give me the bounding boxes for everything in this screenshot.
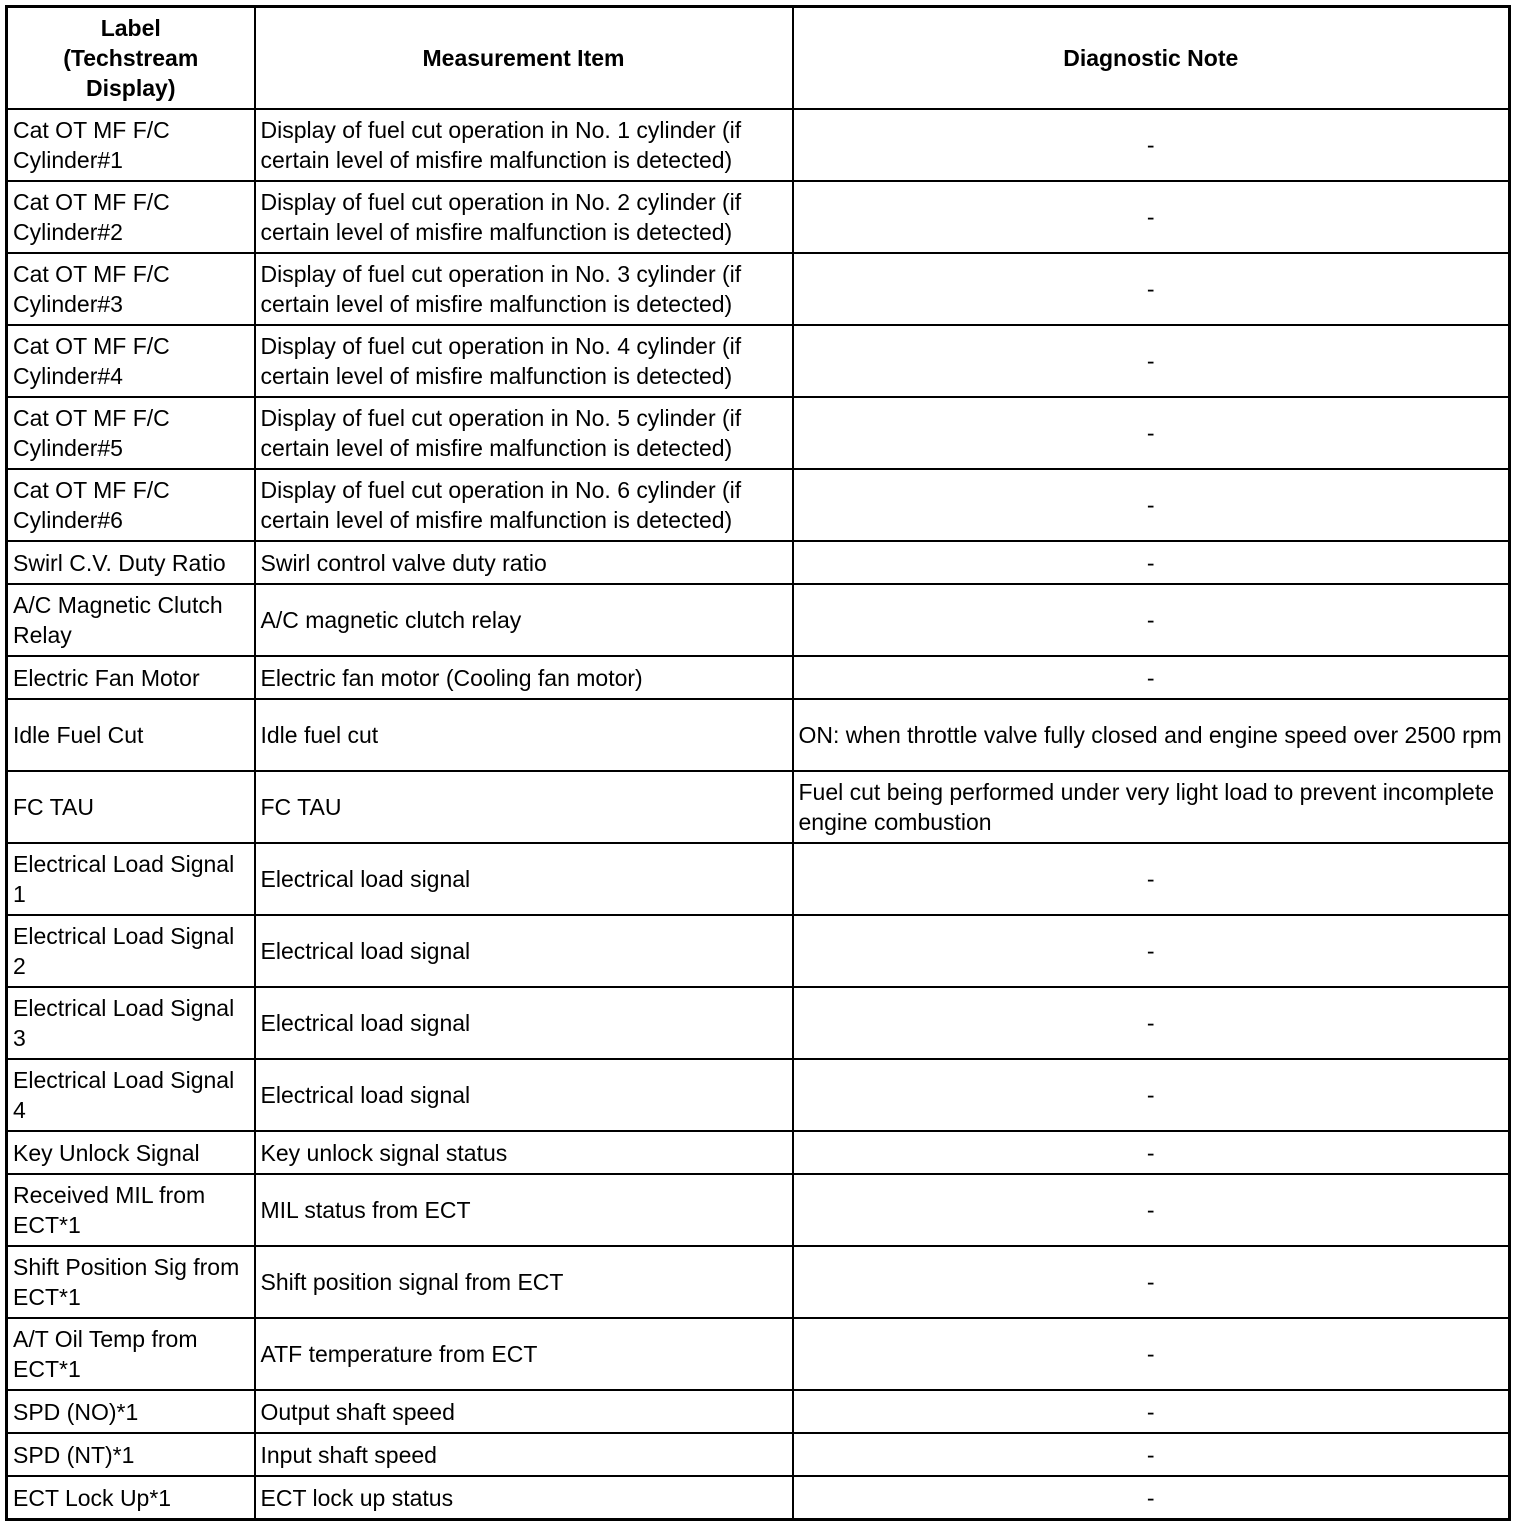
cell-note: - bbox=[793, 109, 1510, 181]
table-row bbox=[7, 1059, 1510, 1131]
cell-item: Electrical load signal bbox=[255, 987, 793, 1059]
header-measurement-item: Measurement Item bbox=[255, 7, 793, 110]
cell-note: - bbox=[793, 915, 1510, 987]
cell-note: - bbox=[793, 987, 1510, 1059]
cell-label: Cat OT MF F/C Cylinder#1 bbox=[7, 109, 255, 181]
cell-label: Electric Fan Motor bbox=[7, 656, 255, 699]
cell-note: - bbox=[793, 541, 1510, 584]
cell-note: - bbox=[793, 1059, 1510, 1131]
cell-label: Electrical Load Signal 1 bbox=[7, 843, 255, 915]
cell-item: Electrical load signal bbox=[255, 843, 793, 915]
cell-note: - bbox=[793, 656, 1510, 699]
table-row bbox=[7, 584, 1510, 656]
table-row bbox=[7, 1131, 1510, 1174]
cell-item: Display of fuel cut operation in No. 3 cylinder (if certain level of misfire malfunction is detected) bbox=[255, 253, 793, 325]
cell-label: Swirl C.V. Duty Ratio bbox=[7, 541, 255, 584]
table-row bbox=[7, 109, 1510, 181]
table-row bbox=[7, 699, 1510, 771]
cell-item: Key unlock signal status bbox=[255, 1131, 793, 1174]
header-label-line: Label bbox=[100, 15, 161, 41]
cell-note: Fuel cut being performed under very light load to prevent incomplete engine combustion bbox=[793, 771, 1510, 843]
table-row bbox=[7, 1390, 1510, 1433]
cell-item: Electrical load signal bbox=[255, 915, 793, 987]
cell-note: - bbox=[793, 469, 1510, 541]
table-row bbox=[7, 1476, 1510, 1520]
cell-label: FC TAU bbox=[7, 771, 255, 843]
cell-item: MIL status from ECT bbox=[255, 1174, 793, 1246]
table-row bbox=[7, 1246, 1510, 1318]
table-row bbox=[7, 325, 1510, 397]
cell-item: Electrical load signal bbox=[255, 1059, 793, 1131]
table-row bbox=[7, 181, 1510, 253]
cell-label: Cat OT MF F/C Cylinder#5 bbox=[7, 397, 255, 469]
table-row bbox=[7, 397, 1510, 469]
cell-label: ECT Lock Up*1 bbox=[7, 1476, 255, 1520]
table-row bbox=[7, 1433, 1510, 1476]
header-label-line: Display) bbox=[86, 75, 176, 101]
cell-note: - bbox=[793, 1318, 1510, 1390]
cell-item: Electric fan motor (Cooling fan motor) bbox=[255, 656, 793, 699]
cell-label: Key Unlock Signal bbox=[7, 1131, 255, 1174]
cell-item: Display of fuel cut operation in No. 6 cylinder (if certain level of misfire malfunction is detected) bbox=[255, 469, 793, 541]
cell-item: Display of fuel cut operation in No. 4 cylinder (if certain level of misfire malfunction is detected) bbox=[255, 325, 793, 397]
cell-note: - bbox=[793, 584, 1510, 656]
table-row bbox=[7, 915, 1510, 987]
cell-item: Output shaft speed bbox=[255, 1390, 793, 1433]
cell-note: - bbox=[793, 253, 1510, 325]
cell-item: Display of fuel cut operation in No. 5 cylinder (if certain level of misfire malfunction is detected) bbox=[255, 397, 793, 469]
cell-item: Idle fuel cut bbox=[255, 699, 793, 771]
cell-label: Cat OT MF F/C Cylinder#6 bbox=[7, 469, 255, 541]
cell-label: Cat OT MF F/C Cylinder#2 bbox=[7, 181, 255, 253]
cell-item: A/C magnetic clutch relay bbox=[255, 584, 793, 656]
cell-label: Idle Fuel Cut bbox=[7, 699, 255, 771]
cell-note: ON: when throttle valve fully closed and engine speed over 2500 rpm bbox=[793, 699, 1510, 771]
table-row bbox=[7, 656, 1510, 699]
table-row bbox=[7, 771, 1510, 843]
cell-note: - bbox=[793, 1433, 1510, 1476]
cell-note: - bbox=[793, 1174, 1510, 1246]
table-row bbox=[7, 469, 1510, 541]
cell-label: Cat OT MF F/C Cylinder#4 bbox=[7, 325, 255, 397]
data-list-table bbox=[5, 5, 1511, 1521]
cell-label: A/C Magnetic Clutch Relay bbox=[7, 584, 255, 656]
cell-label: Shift Position Sig from ECT*1 bbox=[7, 1246, 255, 1318]
cell-item: ATF temperature from ECT bbox=[255, 1318, 793, 1390]
cell-label: Electrical Load Signal 3 bbox=[7, 987, 255, 1059]
cell-label: Cat OT MF F/C Cylinder#3 bbox=[7, 253, 255, 325]
cell-item: FC TAU bbox=[255, 771, 793, 843]
cell-note: - bbox=[793, 1131, 1510, 1174]
table-row bbox=[7, 1318, 1510, 1390]
cell-item: Shift position signal from ECT bbox=[255, 1246, 793, 1318]
table-row bbox=[7, 253, 1510, 325]
cell-note: - bbox=[793, 397, 1510, 469]
cell-note: - bbox=[793, 843, 1510, 915]
cell-label: A/T Oil Temp from ECT*1 bbox=[7, 1318, 255, 1390]
cell-note: - bbox=[793, 325, 1510, 397]
header-row bbox=[7, 7, 1510, 110]
table-row bbox=[7, 987, 1510, 1059]
header-diagnostic-note: Diagnostic Note bbox=[793, 7, 1510, 110]
table-row bbox=[7, 541, 1510, 584]
table-row bbox=[7, 1174, 1510, 1246]
cell-label: SPD (NO)*1 bbox=[7, 1390, 255, 1433]
cell-note: - bbox=[793, 181, 1510, 253]
cell-label: Received MIL from ECT*1 bbox=[7, 1174, 255, 1246]
cell-label: Electrical Load Signal 2 bbox=[7, 915, 255, 987]
cell-item: Display of fuel cut operation in No. 2 cylinder (if certain level of misfire malfunction is detected) bbox=[255, 181, 793, 253]
cell-item: Display of fuel cut operation in No. 1 cylinder (if certain level of misfire malfunction is detected) bbox=[255, 109, 793, 181]
cell-label: Electrical Load Signal 4 bbox=[7, 1059, 255, 1131]
cell-note: - bbox=[793, 1390, 1510, 1433]
header-label bbox=[7, 7, 255, 110]
header-label-line: (Techstream bbox=[63, 45, 199, 71]
cell-note: - bbox=[793, 1476, 1510, 1520]
cell-item: Swirl control valve duty ratio bbox=[255, 541, 793, 584]
cell-note: - bbox=[793, 1246, 1510, 1318]
cell-item: Input shaft speed bbox=[255, 1433, 793, 1476]
table-row bbox=[7, 843, 1510, 915]
cell-label: SPD (NT)*1 bbox=[7, 1433, 255, 1476]
cell-item: ECT lock up status bbox=[255, 1476, 793, 1520]
